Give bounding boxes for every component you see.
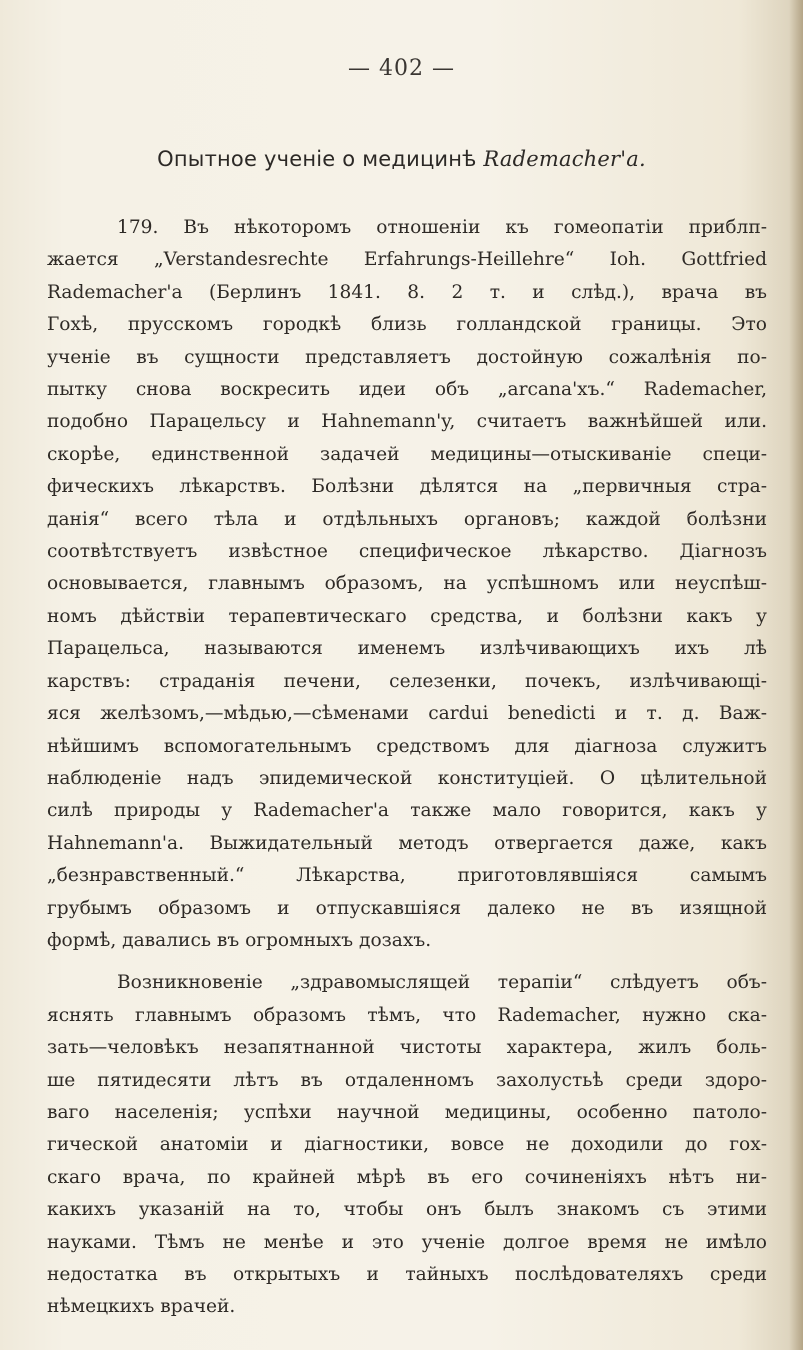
text-line: подобно Парацельсу и Hahnemann'y, считаетъ важнѣйшей или. [47, 411, 767, 433]
text-line: пытку снова воскресить идеи объ „arcana'хъ.“ Rademacher, [47, 379, 767, 401]
text-line: ваго населенія; успѣхи научной медицины, особенно патоло- [47, 1101, 767, 1123]
text-line: фическихъ лѣкарствъ. Болѣзни дѣлятся на „первичныя стра- [47, 476, 767, 498]
text-line: науками. Тѣмъ не менѣе и это ученіе долгое время не имѣло [47, 1231, 767, 1253]
text-line: формѣ, давались въ огромныхъ дозахъ. [47, 929, 432, 951]
text-line: номъ дѣйствіи терапевтическаго средства, и болѣзни какъ у [47, 605, 767, 627]
text-line: данія“ всего тѣла и отдѣльныхъ органовъ; каждой болѣзни [47, 508, 767, 530]
text-line: наблюденіе надъ эпидемической конституціей. О цѣлительной [47, 767, 767, 789]
chapter-title-emphasis: Rademacher'a. [483, 147, 646, 171]
text-line: Гохѣ, прусскомъ городкѣ близь голландской границы. Это [47, 314, 767, 336]
text-line: основывается, главнымъ образомъ, на успѣшномъ или неуспѣш- [47, 573, 767, 595]
text-line: зать—человѣкъ незапятнанной чистоты характера, жилъ боль- [47, 1037, 767, 1059]
text-line: скорѣе, единственной задачей медицины—отыскиваніе специ- [47, 443, 767, 465]
page-number: — 402 — [348, 56, 455, 81]
text-line: соотвѣтствуетъ извѣстное специфическое лѣкарство. Діагнозъ [47, 541, 767, 563]
paragraph-gap [47, 957, 767, 967]
text-line: какихъ указаній на то, чтобы онъ былъ знакомъ съ этими [47, 1199, 767, 1221]
text-line: скаго врача, по крайней мѣрѣ въ его сочиненіяхъ нѣтъ ни- [47, 1166, 767, 1188]
paragraph-1 [47, 212, 767, 957]
text-line: „безнравственный.“ Лѣкарства, приготовлявшіяся самымъ [47, 865, 767, 887]
text-line: грубымъ образомъ и отпускавшіяся далеко не въ изящной [47, 897, 767, 919]
text-line: нѣмецкихъ врачей. [47, 1296, 236, 1318]
text-line: гической анатоміи и діагностики, вовсе не доходили до гох- [47, 1134, 767, 1156]
text-line: нѣйшимъ вспомогательнымъ средствомъ для діагноза служитъ [47, 735, 767, 757]
text-line: силѣ природы у Rademacher'a также мало говорится, какъ у [47, 800, 767, 822]
text-line: ше пятидесяти лѣтъ въ отдаленномъ захолустьѣ среди здоро- [47, 1069, 767, 1091]
text-line: жается „Verstandesrechte Erfahrungs-Heillehre“ Ioh. Gottfried [47, 249, 767, 271]
chapter-title [0, 147, 803, 171]
chapter-title-text: Опытное ученіе о медицинѣ [157, 147, 484, 171]
text-line: Возникновеніе „здравомыслящей терапіи“ слѣдуетъ объ- [117, 972, 767, 994]
text-line: яся желѣзомъ,—мѣдью,—сѣменами cardui benedicti и т. д. Важ- [47, 703, 767, 725]
text-line: Парацельса, называются именемъ излѣчивающихъ ихъ лѣ [47, 638, 767, 660]
text-line: ученіе въ сущности представляетъ достойную сожалѣнія по- [47, 346, 767, 368]
page-edge-shadow [789, 0, 803, 1350]
body-text [47, 212, 767, 1324]
paragraph-2 [47, 967, 767, 1323]
text-line: Rademacher'a (Берлинъ 1841. 8. 2 т. и слѣд.), врача въ [47, 281, 767, 303]
text-line: 179. Въ нѣкоторомъ отношеніи къ гомеопатіи приблп- [117, 217, 767, 238]
text-line: недостатка въ открытыхъ и тайныхъ послѣдователяхъ среди [47, 1264, 767, 1285]
text-line: карствъ: страданія печени, селезенки, почекъ, излѣчивающі- [47, 670, 767, 692]
text-line: Hahnemann'a. Выжидательный методъ отвергается даже, какъ [47, 832, 767, 854]
text-line: яснять главнымъ образомъ тѣмъ, что Rademacher, нужно ска- [47, 1004, 767, 1026]
